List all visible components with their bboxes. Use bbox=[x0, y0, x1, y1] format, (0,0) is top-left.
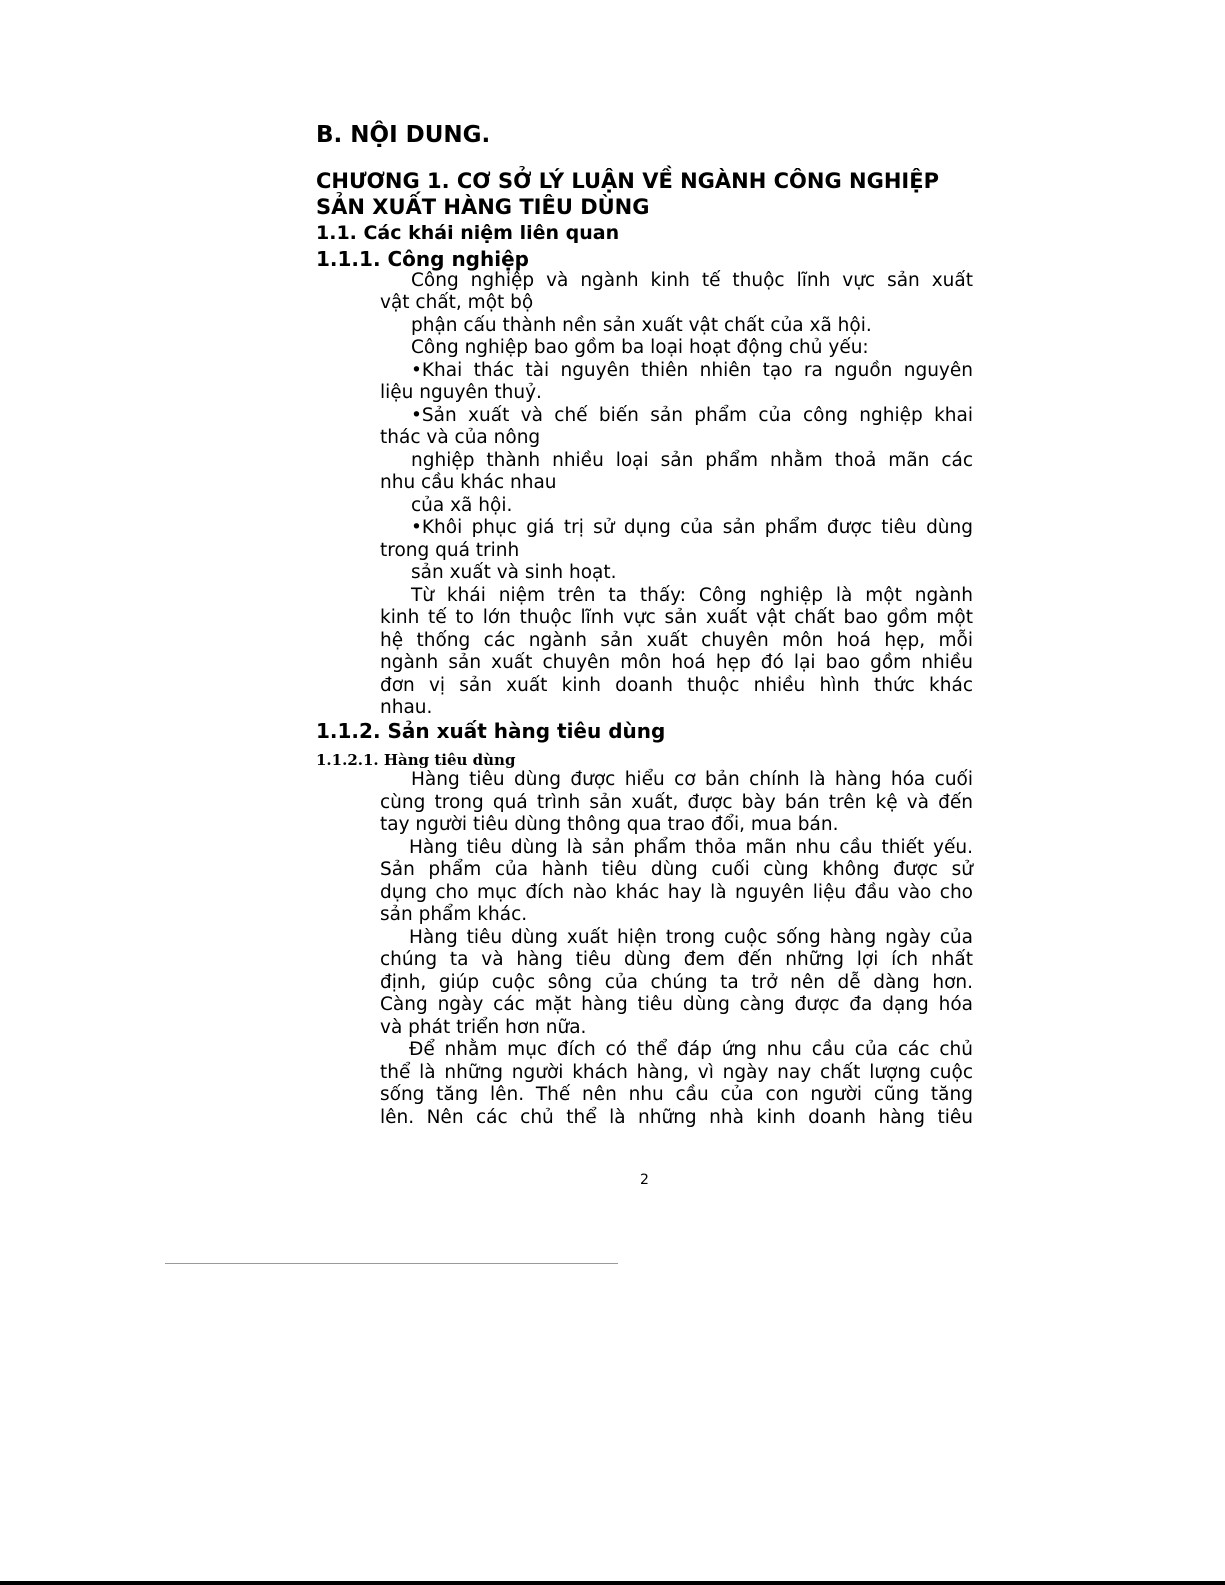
para5-line2: chúng ta và hàng tiêu dùng đem đến những lợi ích nhất bbox=[380, 949, 973, 970]
bullet2-line2: thác và của nông bbox=[380, 427, 541, 448]
section-1-1-1-heading: 1.1.1. Công nghiệp bbox=[316, 247, 529, 271]
page-number: 2 bbox=[640, 1172, 649, 1188]
section-1-1-2-heading: 1.1.2. Sản xuất hàng tiêu dùng bbox=[316, 719, 666, 743]
para6-line4: lên. Nên các chủ thể là những nhà kinh doanh hàng tiêu bbox=[380, 1107, 973, 1128]
bullet2-line1: •Sản xuất và chế biến sản phẩm của công nghiệp khai bbox=[411, 405, 973, 426]
para5-line3: định, giúp cuộc sông của chúng ta trở nên dễ dàng hơn. bbox=[380, 972, 973, 993]
section-1-1-2-1-heading: 1.1.2.1. Hàng tiêu dùng bbox=[316, 751, 516, 769]
para2-line1: Từ khái niệm trên ta thấy: Công nghiệp là một ngành bbox=[411, 585, 973, 606]
para2-line4: ngành sản xuất chuyên môn hoá hẹp đó lại bao gồm nhiều bbox=[380, 652, 973, 673]
para4-line1: Hàng tiêu dùng là sản phẩm thỏa mãn nhu cầu thiết yếu. bbox=[409, 837, 973, 858]
para2-line3: hệ thống các ngành sản xuất chuyên môn hoá hẹp, mỗi bbox=[380, 630, 973, 651]
para4-line4: sản phẩm khác. bbox=[380, 904, 528, 925]
para2-line2: kinh tế to lớn thuộc lĩnh vực sản xuất vật chất bao gồm một bbox=[380, 607, 973, 628]
footnote-separator bbox=[165, 1263, 618, 1264]
chapter-title-line1: CHƯƠNG 1. CƠ SỞ LÝ LUẬN VỀ NGÀNH CÔNG NGHIỆP bbox=[316, 169, 939, 193]
bullet3-line3: sản xuất và sinh hoạt. bbox=[411, 562, 617, 583]
para3-line2: cùng trong quá trình sản xuất, được bày bán trên kệ và đến bbox=[380, 792, 973, 813]
section-1-1-heading: 1.1. Các khái niệm liên quan bbox=[316, 222, 620, 244]
bullet1-line2: liệu nguyên thuỷ. bbox=[380, 382, 542, 403]
bullet3-line2: trong quá trinh bbox=[380, 540, 520, 561]
para1-line3: phận cấu thành nền sản xuất vật chất của xã hội. bbox=[411, 315, 872, 336]
page-bottom-border bbox=[0, 1581, 1225, 1585]
para5-line1: Hàng tiêu dùng xuất hiện trong cuộc sống hàng ngày của bbox=[409, 927, 973, 948]
para4-line2: Sản phẩm của hành tiêu dùng cuối cùng không được sử bbox=[380, 859, 973, 880]
para2-line6: nhau. bbox=[380, 697, 433, 718]
para6-line3: sống tăng lên. Thế nên nhu cầu của con người cũng tăng bbox=[380, 1084, 973, 1105]
bullet2-line4: nhu cầu khác nhau bbox=[380, 472, 557, 493]
bullet1-line1: •Khai thác tài nguyên thiên nhiên tạo ra nguồn nguyên bbox=[411, 360, 973, 381]
bullet3-line1: •Khôi phục giá trị sử dụng của sản phẩm được tiêu dùng bbox=[411, 517, 973, 538]
para6-line1: Để nhằm mục đích có thể đáp ứng nhu cầu của các chủ bbox=[409, 1039, 973, 1060]
para6-line2: thể là những người khách hàng, vì ngày nay chất lượng cuộc bbox=[380, 1062, 973, 1083]
para3-line1: Hàng tiêu dùng được hiểu cơ bản chính là hàng hóa cuối bbox=[411, 769, 973, 790]
para1-line4: Công nghiệp bao gồm ba loại hoạt động chủ yếu: bbox=[411, 337, 869, 358]
para4-line3: dụng cho mục đích nào khác hay là nguyên liệu đầu vào cho bbox=[380, 882, 973, 903]
para2-line5: đơn vị sản xuất kinh doanh thuộc nhiều hình thức khác bbox=[380, 675, 973, 696]
para5-line5: và phát triển hơn nữa. bbox=[380, 1017, 587, 1038]
para5-line4: Càng ngày các mặt hàng tiêu dùng càng được đa dạng hóa bbox=[380, 994, 973, 1015]
heading-main: B. NỘI DUNG. bbox=[316, 122, 491, 148]
chapter-title bbox=[316, 168, 939, 220]
para1-line2: vật chất, một bộ bbox=[380, 292, 534, 313]
para1-line1: Công nghiệp và ngành kinh tế thuộc lĩnh vực sản xuất bbox=[411, 270, 973, 291]
chapter-title-line2: SẢN XUẤT HÀNG TIÊU DÙNG bbox=[316, 195, 650, 219]
bullet2-line3: nghiệp thành nhiều loại sản phẩm nhằm thoả mãn các bbox=[411, 450, 973, 471]
bullet2-line5: của xã hội. bbox=[411, 495, 513, 516]
para3-line3: tay người tiêu dùng thông qua trao đổi, mua bán. bbox=[380, 814, 839, 835]
